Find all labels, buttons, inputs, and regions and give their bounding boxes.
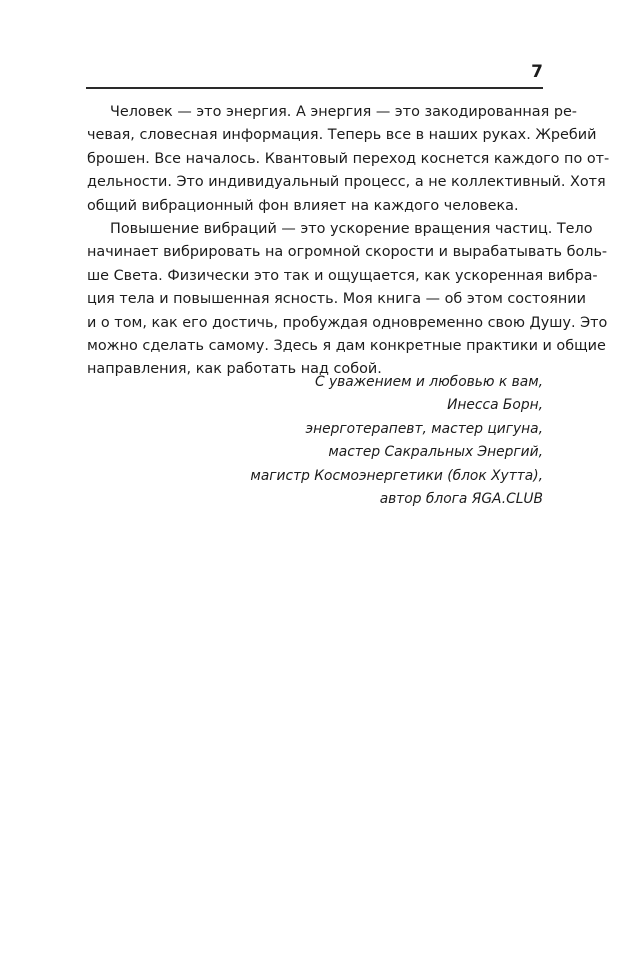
text-line: и о том, как его достичь, пробуждая одновременно свою Душу. Это (87, 314, 608, 331)
signature-line: Инесса Борн, (447, 397, 543, 414)
paragraph-2 (87, 218, 608, 382)
text-line: чевая, словесная информация. Теперь все в наших руках. Жребий (87, 127, 597, 144)
signature-line: мастер Сакральных Энергий, (328, 444, 543, 461)
signature-block (123, 371, 543, 511)
text-line: ше Света. Физически это так и ощущается, как ускоренная вибра- (87, 267, 598, 284)
text-line: Человек — это энергия. А энергия — это закодированная ре- (110, 104, 577, 120)
header-divider (86, 87, 543, 89)
text-line: брошен. Все началось. Квантовый переход коснется каждого по от- (87, 150, 610, 167)
text-line: начинает вибрировать на огромной скорости и вырабатывать боль- (87, 244, 608, 261)
paragraph-1 (87, 101, 610, 218)
main-text (87, 101, 610, 382)
page-number: 7 (531, 62, 543, 82)
signature-line: энерготерапевт, мастер цигуна, (305, 420, 543, 437)
text-line: ция тела и повышенная ясность. Моя книга — об этом состоянии (87, 291, 586, 308)
text-line: можно сделать самому. Здесь я дам конкретные практики и общие (87, 337, 606, 354)
text-line: дельности. Это индивидуальный процесс, а не коллективный. Хотя (87, 174, 606, 191)
signature-line: автор блога ЯGA.CLUB (379, 490, 543, 507)
text-line: общий вибрационный фон влияет на каждого человека. (87, 197, 519, 214)
signature-line: С уважением и любовью к вам, (314, 374, 543, 390)
text-line: направления, как работать над собой. (87, 361, 382, 378)
text-line: Повышение вибраций — это ускорение вращения частиц. Тело (110, 220, 593, 237)
signature-line: магистр Космоэнергетики (блок Хутта), (250, 467, 543, 484)
